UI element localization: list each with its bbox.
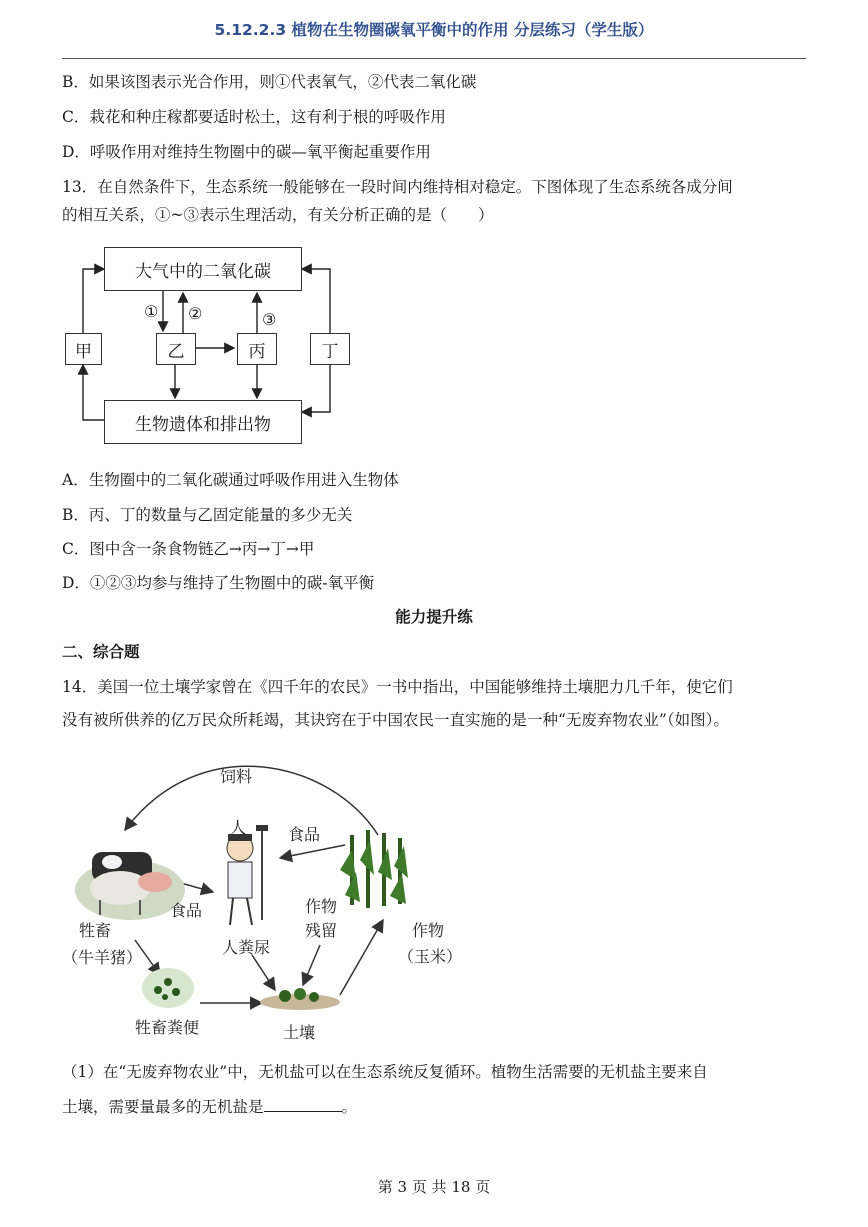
- livestock-label: 牲畜: [79, 921, 112, 940]
- page-footer: 第 3 页 共 18 页: [377, 1178, 491, 1196]
- yi-box: 乙: [156, 333, 196, 365]
- jia-box: 甲: [65, 333, 102, 365]
- bing-box: 丙: [237, 333, 277, 365]
- farmer-image: [227, 825, 268, 925]
- q13-option-d: D．①②③均参与维持了生物圈中的碳-氧平衡: [62, 574, 375, 592]
- food-left-label: 食品: [170, 901, 203, 920]
- ability-section-title: 能力提升练: [395, 608, 473, 626]
- crop-residue-label-1: 作物: [305, 897, 338, 916]
- q14-sub1-line1: （1）在“无废弃物农业”中，无机盐可以在生态系统反复循环。植物生活需要的无机盐主要来自: [62, 1063, 708, 1081]
- human-waste-label: 人粪尿: [222, 938, 271, 957]
- q12-option-d: D．呼吸作用对维持生物圈中的碳—氧平衡起重要作用: [62, 143, 431, 161]
- livestock-image: [75, 852, 185, 920]
- page-header-title: 5.12.2.3 植物在生物圈碳氧平衡中的作用 分层练习（学生版）: [214, 21, 654, 39]
- food-top-label: 食品: [288, 825, 321, 844]
- process-2-label: ②: [188, 304, 203, 323]
- person-label: 人: [230, 818, 247, 837]
- q13-option-c: C．图中含一条食物链乙→丙→丁→甲: [62, 540, 315, 558]
- corn-image: [340, 830, 408, 908]
- crop-label: 作物: [412, 921, 445, 940]
- feed-label: 饲料: [220, 767, 253, 786]
- dung-label: 牲畜粪便: [135, 1018, 200, 1037]
- q13-option-b: B．丙、丁的数量与乙固定能量的多少无关: [62, 506, 353, 524]
- q12-option-c: C．栽花和种庄稼都要适时松土，这有利于根的呼吸作用: [62, 108, 446, 126]
- crop-sub-label: （玉米）: [398, 947, 463, 966]
- part-title: 二、综合题: [62, 643, 140, 661]
- soil-image: [260, 988, 340, 1010]
- atmosphere-co2-box: 大气中的二氧化碳: [104, 247, 302, 291]
- q13-stem-line2: 的相互关系，①~③表示生理活动，有关分析正确的是（ ）: [62, 206, 494, 224]
- q14-stem-line1: 14．美国一位土壤学家曾在《四千年的农民》一书中指出，中国能够维持土壤肥力几千年，使它们: [62, 678, 733, 696]
- process-3-label: ③: [262, 310, 277, 329]
- q14-sub1-line2-text: 土壤，需要量最多的无机盐是: [62, 1098, 264, 1116]
- crop-residue-label-2: 残留: [305, 921, 338, 940]
- q14-sub1-line2-end: 。: [341, 1098, 358, 1116]
- q12-option-b: B．如果该图表示光合作用，则①代表氧气，②代表二氧化碳: [62, 73, 477, 91]
- q13-stem-line1: 13．在自然条件下，生态系统一般能够在一段时间内维持相对稳定。下图体现了生态系统各成分间: [62, 178, 733, 196]
- q13-option-a: A．生物圈中的二氧化碳通过呼吸作用进入生物体: [62, 471, 399, 489]
- q14-sub1-line2: [62, 1095, 357, 1117]
- q14-stem-line2: 没有被所供养的亿万民众所耗竭，其诀窍在于中国农民一直实施的是一种“无废弃物农业”（如图）。: [62, 711, 729, 729]
- ding-box: 丁: [310, 333, 350, 365]
- soil-label: 土壤: [283, 1023, 316, 1042]
- remains-box: 生物遗体和排出物: [104, 400, 302, 444]
- process-1-label: ①: [144, 302, 159, 321]
- dung-image: [142, 968, 194, 1008]
- answer-blank[interactable]: [264, 1097, 342, 1112]
- livestock-sub-label: （牛羊猪）: [62, 948, 143, 967]
